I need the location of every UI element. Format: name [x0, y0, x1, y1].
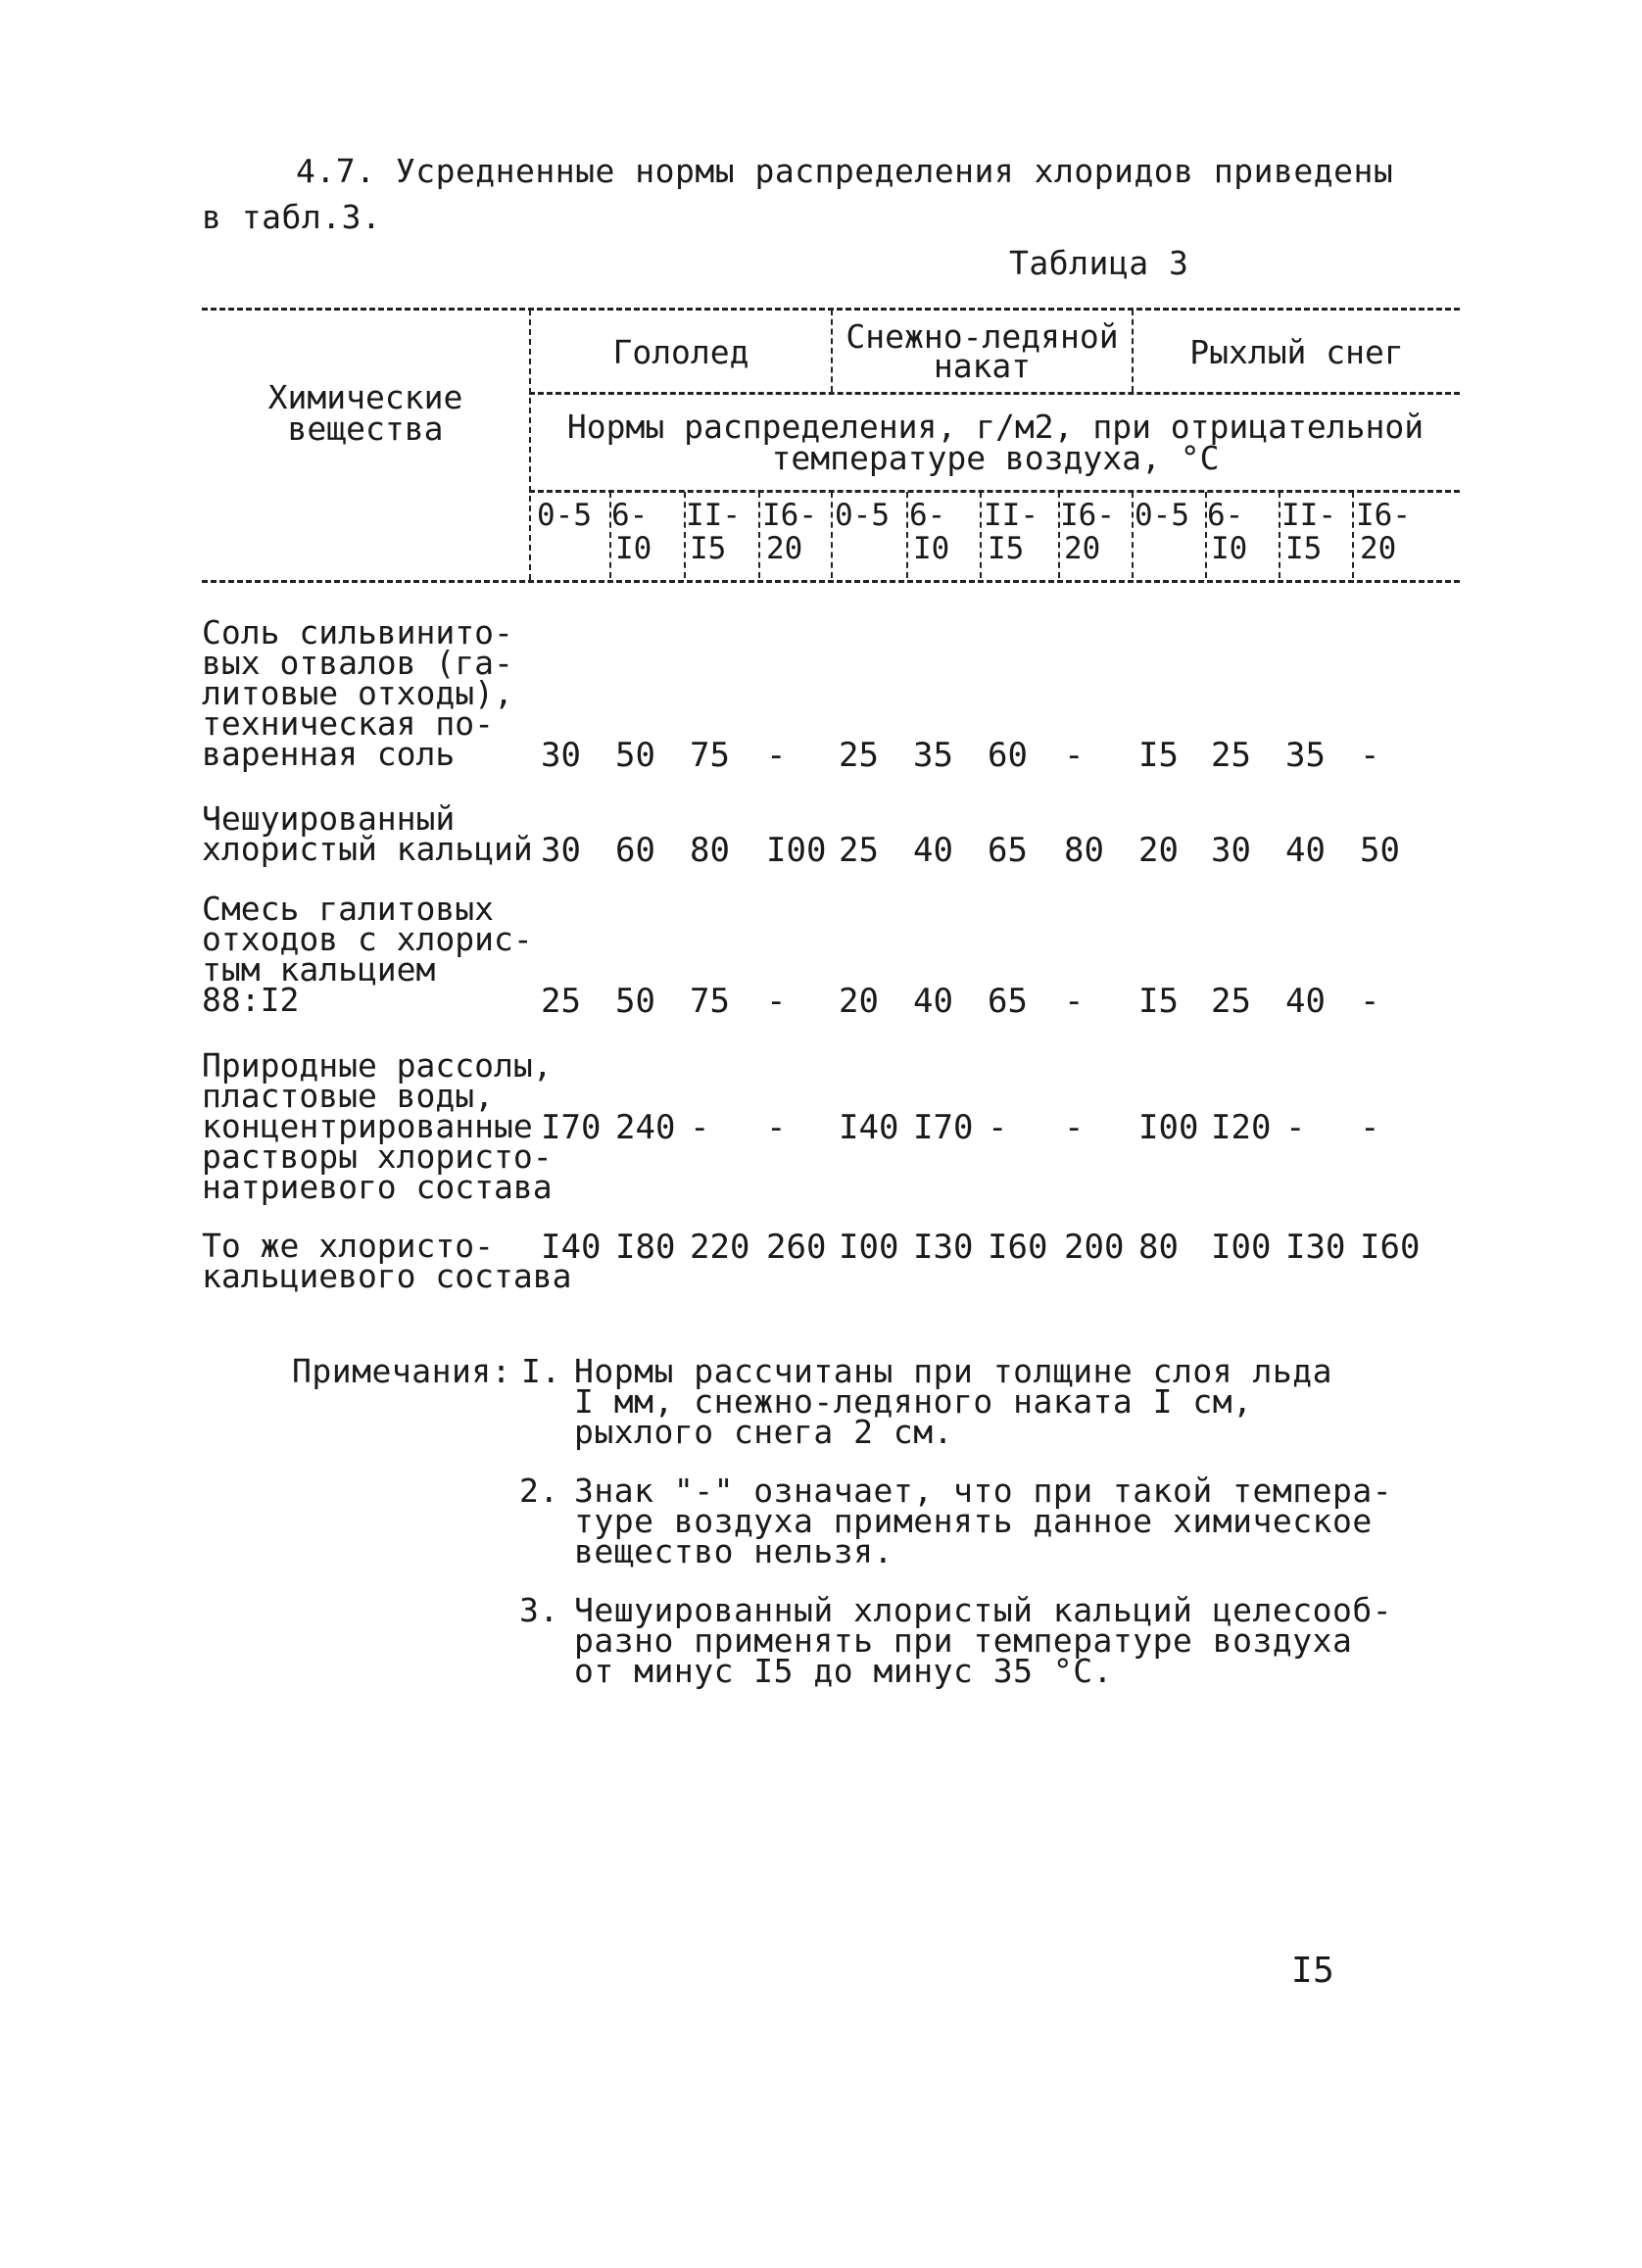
- table-cell: I70: [541, 1108, 602, 1147]
- table-cell: I40: [541, 1228, 602, 1267]
- row-label-line: литовые отходы),: [202, 674, 513, 712]
- row-label-line: То же хлористо-: [202, 1227, 495, 1265]
- range-header-cell: 0-5: [537, 498, 592, 533]
- table-cell: 25: [839, 736, 879, 775]
- table-caption: Таблица 3: [1009, 244, 1189, 282]
- table-cell: 60: [988, 736, 1028, 775]
- table-cell: 200: [1064, 1228, 1125, 1267]
- table-cell: -: [1064, 736, 1085, 775]
- table-cell: -: [1064, 1108, 1085, 1147]
- range-header-cell: II-: [1281, 498, 1336, 533]
- table-vrule-range: [758, 492, 760, 578]
- note-number: 2.: [519, 1472, 559, 1510]
- table-cell: 40: [1285, 982, 1326, 1021]
- table-cell: -: [1360, 1108, 1380, 1147]
- table-cell: 35: [1285, 736, 1326, 775]
- row-label-line: растворы хлористо-: [202, 1137, 553, 1176]
- note-line: туре воздуха применять данное химическое: [574, 1502, 1373, 1540]
- table-cell: -: [690, 1108, 710, 1147]
- range-header-cell: 6-: [611, 498, 649, 533]
- table-vrule-range: [1132, 492, 1134, 578]
- range-header-cell: I5: [988, 531, 1025, 566]
- table-cell: 50: [1360, 831, 1400, 870]
- table-cell: 25: [1211, 736, 1251, 775]
- table-cell: I40: [839, 1108, 899, 1147]
- range-header-cell: 6-: [1207, 498, 1244, 533]
- table-vrule-range: [980, 492, 982, 578]
- row-label-line: кальциевого состава: [202, 1257, 572, 1295]
- table-cell: I00: [1211, 1228, 1272, 1267]
- table-group-rule: [529, 392, 1460, 395]
- table-cell: I00: [766, 831, 827, 870]
- table-cell: -: [1064, 982, 1085, 1021]
- table-cell: I20: [1211, 1108, 1272, 1147]
- table-cell: -: [766, 1108, 787, 1147]
- table-cell: I00: [1138, 1108, 1199, 1147]
- table-cell: -: [1360, 982, 1380, 1021]
- range-header-cell: I0: [913, 531, 950, 566]
- note-line: разно применять при температуре воздуха: [574, 1621, 1353, 1660]
- norms-header-line-1: Нормы распределения, г/м2, при отрицательной: [566, 408, 1425, 446]
- row-label-line: тым кальцием: [202, 950, 436, 989]
- row-label-line: техническая по-: [202, 704, 495, 743]
- table-cell: 240: [615, 1108, 676, 1147]
- table-cell: 65: [988, 982, 1028, 1021]
- stub-header-line-1: Химические: [267, 378, 463, 416]
- range-header-cell: 0-5: [1135, 498, 1189, 533]
- table-header-rule: [202, 580, 1460, 583]
- row-label-line: отходов с хлорис-: [202, 920, 533, 958]
- table-vrule-range: [831, 492, 833, 578]
- intro-line-2: в табл.3.: [202, 198, 382, 236]
- table-cell: I00: [839, 1228, 899, 1267]
- row-label-line: Чешуированный: [202, 799, 456, 838]
- table-cell: 25: [541, 982, 581, 1021]
- range-header-cell: I5: [690, 531, 727, 566]
- row-label-line: пластовые воды,: [202, 1077, 495, 1115]
- row-label-line: 88:I2: [202, 981, 300, 1019]
- note-line: рыхлого снега 2 см.: [574, 1413, 953, 1451]
- table-cell: I5: [1138, 736, 1179, 775]
- table-cell: I80: [615, 1228, 676, 1267]
- table-cell: 50: [615, 982, 655, 1021]
- row-label-line: Природные рассолы,: [202, 1046, 553, 1085]
- range-header-cell: I6-: [1356, 498, 1411, 533]
- table-cell: 40: [1285, 831, 1326, 870]
- table-norms-rule: [529, 490, 1460, 493]
- table-cell: -: [766, 982, 787, 1021]
- table-cell: I60: [988, 1228, 1048, 1267]
- table-cell: I5: [1138, 982, 1179, 1021]
- table-cell: -: [766, 736, 787, 775]
- table-cell: I70: [913, 1108, 974, 1147]
- stub-header-line-2: вещества: [287, 410, 444, 448]
- group-header-packed-snow-1: Снежно-ледяной: [845, 317, 1119, 356]
- table-cell: 80: [690, 831, 730, 870]
- table-cell: 35: [913, 736, 953, 775]
- row-label-line: Смесь галитовых: [202, 890, 495, 928]
- table-cell: -: [1285, 1108, 1306, 1147]
- table-cell: 30: [1211, 831, 1251, 870]
- row-label-line: концентрированные: [202, 1107, 533, 1145]
- range-header-cell: 20: [1360, 531, 1397, 566]
- table-cell: 75: [690, 736, 730, 775]
- range-header-cell: I0: [1211, 531, 1248, 566]
- note-line: Знак "-" означает, что при такой темпера-: [574, 1472, 1393, 1510]
- table-cell: 30: [541, 831, 581, 870]
- table-cell: 40: [913, 831, 953, 870]
- table-cell: 260: [766, 1228, 827, 1267]
- group-header-loose-snow: Рыхлый снег: [1189, 333, 1404, 371]
- group-header-glaze: Гололед: [612, 333, 749, 371]
- note-line: от минус I5 до минус 35 °С.: [574, 1652, 1113, 1690]
- table-cell: 75: [690, 982, 730, 1021]
- row-label-line: варенная соль: [202, 735, 456, 773]
- range-header-cell: I0: [615, 531, 652, 566]
- notes-heading: Примечания:: [292, 1352, 512, 1390]
- note-line: I мм, снежно-ледяного наката I см,: [574, 1382, 1253, 1421]
- range-header-cell: II-: [686, 498, 741, 533]
- row-label-line: вых отвалов (га-: [202, 644, 513, 682]
- table-cell: 30: [541, 736, 581, 775]
- table-cell: 60: [615, 831, 655, 870]
- table-cell: I30: [913, 1228, 974, 1267]
- table-vrule-range: [906, 492, 908, 578]
- range-header-cell: I5: [1285, 531, 1323, 566]
- group-header-packed-snow-2: накат: [933, 347, 1032, 385]
- row-label-line: хлористый кальций: [202, 830, 533, 868]
- table-cell: I30: [1285, 1228, 1346, 1267]
- table-cell: 25: [1211, 982, 1251, 1021]
- range-header-cell: 6-: [909, 498, 946, 533]
- norms-header-line-2: температуре воздуха, °С: [771, 439, 1220, 477]
- row-label-line: Соль сильвинито-: [202, 613, 513, 651]
- table-cell: 20: [839, 982, 879, 1021]
- table-cell: 80: [1064, 831, 1104, 870]
- range-header-cell: 20: [1064, 531, 1101, 566]
- table-cell: 25: [839, 831, 879, 870]
- intro-line-1: 4.7. Усредненные нормы распределения хлоридов приведены: [296, 152, 1394, 190]
- page-number: I5: [1291, 1951, 1335, 1991]
- range-header-cell: II-: [984, 498, 1038, 533]
- table-cell: -: [988, 1108, 1008, 1147]
- table-cell: 40: [913, 982, 953, 1021]
- range-header-cell: I6-: [762, 498, 817, 533]
- note-line: Нормы рассчитаны при толщине слоя льда: [574, 1352, 1332, 1390]
- table-vrule-range: [1352, 492, 1354, 578]
- note-line: вещество нельзя.: [574, 1532, 893, 1570]
- range-header-cell: 20: [766, 531, 803, 566]
- table-cell: 20: [1138, 831, 1179, 870]
- note-number: 3.: [519, 1591, 559, 1629]
- row-label-line: натриевого состава: [202, 1168, 553, 1206]
- note-line: Чешуированный хлористый кальций целесооб-: [574, 1591, 1393, 1629]
- note-number: I.: [521, 1352, 561, 1390]
- table-cell: 220: [690, 1228, 750, 1267]
- table-cell: 50: [615, 736, 655, 775]
- table-cell: -: [1360, 736, 1380, 775]
- table-cell: I60: [1360, 1228, 1421, 1267]
- range-header-cell: 0-5: [835, 498, 890, 533]
- table-vrule-range: [1279, 492, 1280, 578]
- table-cell: 65: [988, 831, 1028, 870]
- range-header-cell: I6-: [1060, 498, 1115, 533]
- table-cell: 80: [1138, 1228, 1179, 1267]
